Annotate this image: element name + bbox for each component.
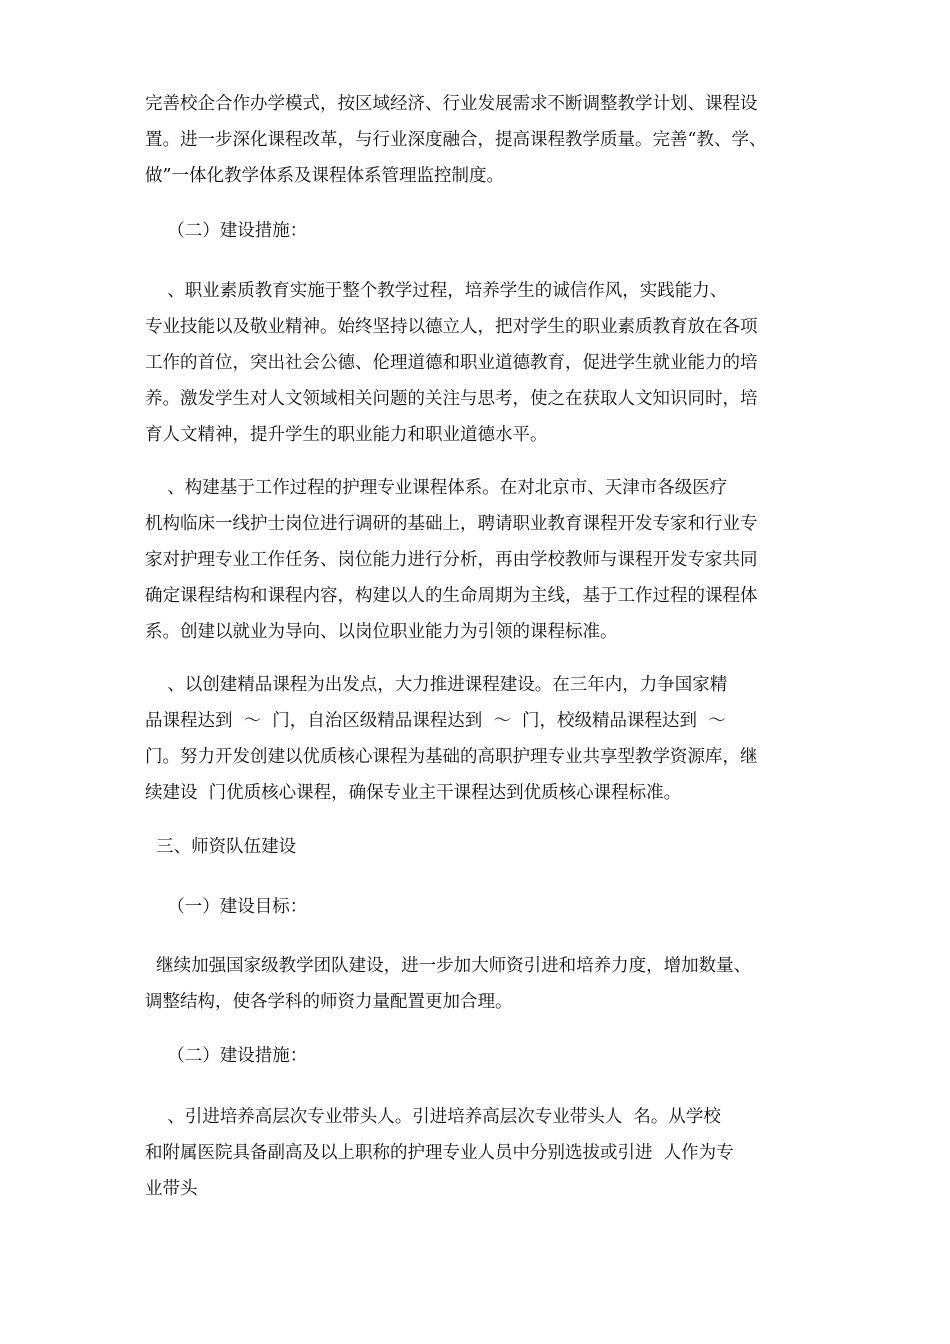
text-line: 业带头 [145, 1179, 198, 1199]
paragraph-professional-quality [145, 273, 810, 453]
text-line: 养。激发学生对人文领域相关问题的关注与思考，使之在获取人文知识同时，培 [145, 389, 758, 409]
paragraph-curriculum-goal [145, 86, 810, 194]
text-line: 续建设 门优质核心课程，确保专业主干课程达到优质核心课程标准。 [145, 783, 682, 803]
text-line: 确定课程结构和课程内容，构建以人的生命周期为主线，基于工作过程的课程体 [145, 586, 758, 606]
text-line: 育人文精神，提升学生的职业能力和职业道德水平。 [145, 425, 548, 445]
text-line: 工作的首位，突出社会公德、伦理道德和职业道德教育，促进学生就业能力的培 [145, 353, 758, 373]
heading-goals [145, 889, 810, 925]
text-line: 继续加强国家级教学团队建设，进一步加大师资引进和培养力度，增加数量、 [145, 956, 752, 976]
text-line: 做”一体化教学体系及课程体系管理监控制度。 [145, 166, 504, 186]
text-line: 完善校企合作办学模式，按区域经济、行业发展需求不断调整教学计划、课程设 [145, 94, 758, 114]
text-line: 置。进一步深化课程改革，与行业深度融合，提高课程教学质量。完善“教、学、 [145, 130, 767, 150]
section-heading: （二）建设措施： [145, 221, 308, 241]
heading-faculty-team [145, 829, 810, 865]
text-line: 门。努力开发创建以优质核心课程为基础的高职护理专业共享型教学资源库，继 [145, 747, 758, 767]
text-line: 系。创建以就业为导向、以岗位职业能力为引领的课程标准。 [145, 622, 618, 642]
text-line: 、构建基于工作过程的护理专业课程体系。在对北京市、天津市各级医疗 [145, 478, 728, 498]
text-line: 专业技能以及敬业精神。始终坚持以德立人，把对学生的职业素质教育放在各项 [145, 317, 758, 337]
text-line: 调整结构，使各学科的师资力量配置更加合理。 [145, 992, 513, 1012]
heading-measures-1 [145, 213, 810, 249]
section-heading: （二）建设措施： [145, 1046, 308, 1066]
paragraph-faculty-goal [145, 948, 810, 1020]
text-line: 和附属医院具备副高及以上职称的护理专业人员中分别选拔或引进 人作为专 [145, 1143, 734, 1163]
paragraph-quality-courses [145, 667, 810, 811]
text-line: 家对护理专业工作任务、岗位能力进行分析，再由学校教师与课程开发专家共同 [145, 550, 758, 570]
text-line: 品课程达到 ～ 门，自治区级精品课程达到 ～ 门，校级精品课程达到 ～ [145, 711, 726, 731]
text-line: 、引进培养高层次专业带头人。引进培养高层次专业带头人 名。从学校 [145, 1107, 721, 1127]
text-line: 、职业素质教育实施于整个教学过程，培养学生的诚信作风，实践能力、 [145, 281, 728, 301]
section-heading: （一）建设目标： [145, 897, 308, 917]
text-line: 机构临床一线护士岗位进行调研的基础上，聘请职业教育课程开发专家和行业专 [145, 514, 758, 534]
paragraph-leaders [145, 1099, 810, 1207]
text-line: 、以创建精品课程为出发点，大力推进课程建设。在三年内，力争国家精 [145, 675, 728, 695]
section-heading: 三、师资队伍建设 [145, 837, 297, 857]
heading-measures-2 [145, 1038, 810, 1074]
paragraph-curriculum-system [145, 470, 810, 650]
